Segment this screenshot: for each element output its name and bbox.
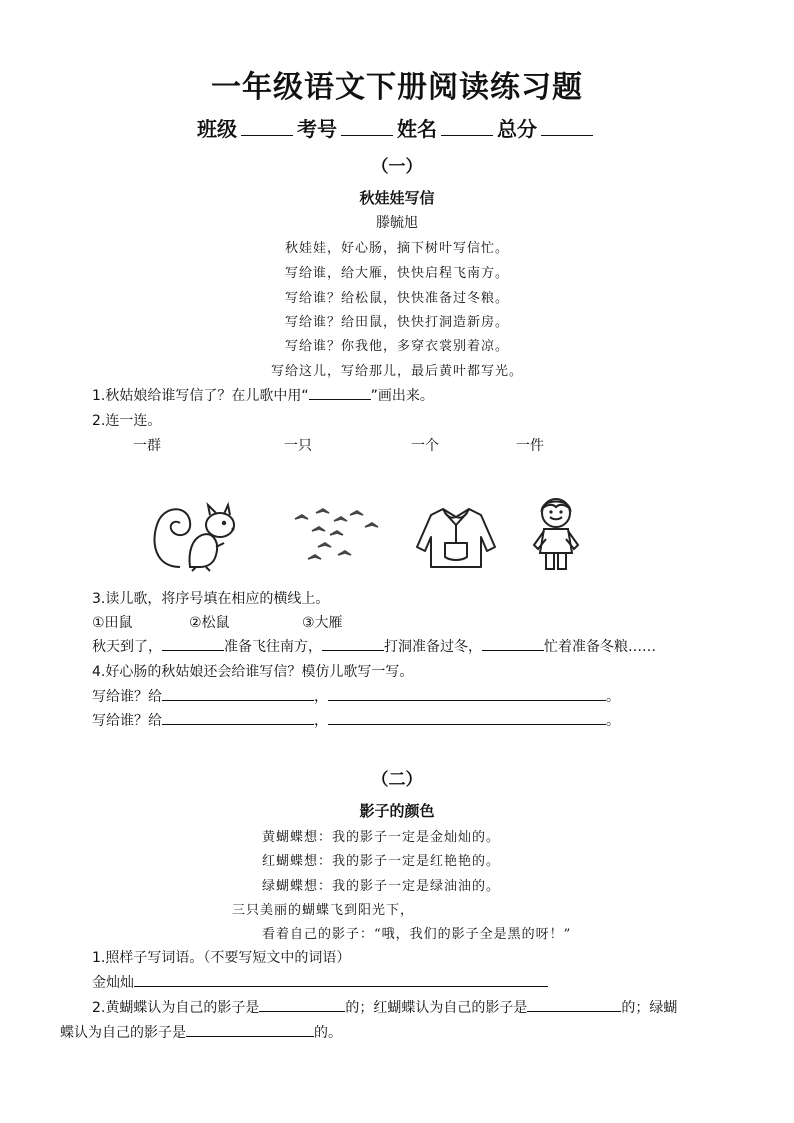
poem-line: 写给谁？给田鼠，快快打洞造新房。 (284, 315, 509, 330)
s2-q2-blank-red[interactable] (527, 1010, 621, 1012)
s2-question-1-answer: 金灿灿 (92, 972, 548, 992)
q4-message-blank[interactable] (328, 723, 606, 725)
s2-question-2: 2.黄蝴蝶认为自己的影子是 的；红蝴蝶认为自己的影子是 的；绿蝴 (92, 1000, 678, 1016)
name-label: 姓名 (397, 117, 437, 141)
jacket-icon[interactable] (415, 503, 497, 571)
class-blank[interactable] (241, 134, 293, 136)
passage-line: 三只美丽的蝴蝶飞到阳光下， (232, 903, 415, 918)
measure-word-yijian[interactable]: 一件 (516, 438, 544, 454)
q3-blank-3[interactable] (482, 649, 544, 651)
passage-line: 绿蝴蝶想：我的影子一定是绿油油的。 (262, 879, 501, 894)
score-label: 总分 (497, 117, 537, 141)
passage-line: 黄蝴蝶想：我的影子一定是金灿灿的。 (262, 830, 501, 845)
section-1-number: （一） (371, 157, 423, 177)
s2-question-2-cont: 蝶认为自己的影子是 的。 (60, 1025, 342, 1041)
exam-no-label: 考号 (297, 117, 337, 141)
s2-question-1: 1.照样子写词语。（不要写短文中的词语） (92, 950, 351, 966)
s2-q1-blank[interactable] (134, 985, 548, 987)
measure-word-yiqun[interactable]: 一群 (133, 438, 161, 454)
question-3-sentence: 秋天到了， 准备飞往南方， 打洞准备过冬， 忙着准备冬粮…… (92, 639, 656, 655)
q4-recipient-blank[interactable] (162, 723, 314, 725)
q4-message-blank[interactable] (328, 699, 606, 701)
passage-line: 红蝴蝶想：我的影子一定是红艳艳的。 (262, 854, 501, 869)
exam-no-blank[interactable] (341, 134, 393, 136)
section-1-author: 滕毓旭 (376, 215, 418, 231)
option-2-songshu: ②松鼠 (189, 615, 230, 631)
child-icon[interactable] (530, 495, 582, 575)
question-4: 4.好心肠的秋姑娘还会给谁写信？模仿儿歌写一写。 (92, 664, 414, 680)
question-3: 3.读儿歌，将序号填在相应的横线上。 (92, 591, 330, 607)
q1-underline-sample (309, 398, 371, 400)
section-1-passage-title: 秋娃娃写信 (359, 189, 435, 207)
student-info-line (0, 113, 794, 142)
poem-line: 写给谁，给大雁，快快启程飞南方。 (284, 266, 509, 281)
score-blank[interactable] (541, 134, 593, 136)
section-2-passage-title: 影子的颜色 (359, 802, 435, 820)
section-2-number: （二） (371, 770, 423, 790)
page-title: 一年级语文下册阅读练习题 (211, 70, 583, 105)
s2-q2-blank-yellow[interactable] (259, 1010, 345, 1012)
wild-geese-icon[interactable] (290, 505, 380, 567)
option-1-tianshu: ①田鼠 (92, 615, 133, 631)
name-blank[interactable] (441, 134, 493, 136)
question-1: 1.秋姑娘给谁写信了？在儿歌中用“ ”画出来。 (92, 388, 434, 404)
s2-q2-blank-green[interactable] (186, 1035, 314, 1037)
class-label: 班级 (197, 117, 237, 141)
poem-line: 写给这儿，写给那儿，最后黄叶都写光。 (270, 364, 523, 379)
q3-blank-2[interactable] (322, 649, 384, 651)
poem-line: 写给谁？你我他，多穿衣裳别着凉。 (284, 339, 509, 354)
measure-word-yizhi[interactable]: 一只 (284, 438, 312, 454)
q4-recipient-blank[interactable] (162, 699, 314, 701)
squirrel-icon[interactable] (150, 497, 240, 575)
poem-line: 写给谁？给松鼠，快快准备过冬粮。 (284, 291, 509, 306)
question-2: 2.连一连。 (92, 413, 162, 429)
passage-line: 看着自己的影子：“哦，我们的影子全是黑的呀！” (262, 927, 572, 942)
measure-word-yige[interactable]: 一个 (411, 438, 439, 454)
poem-line: 秋娃娃，好心肠，摘下树叶写信忙。 (284, 241, 509, 256)
question-4-line-2: 写给谁？给 ， 。 (92, 713, 620, 729)
option-3-dayan: ③大雁 (302, 615, 343, 631)
question-4-line-1: 写给谁？给 ， 。 (92, 689, 620, 705)
q3-blank-1[interactable] (162, 649, 224, 651)
